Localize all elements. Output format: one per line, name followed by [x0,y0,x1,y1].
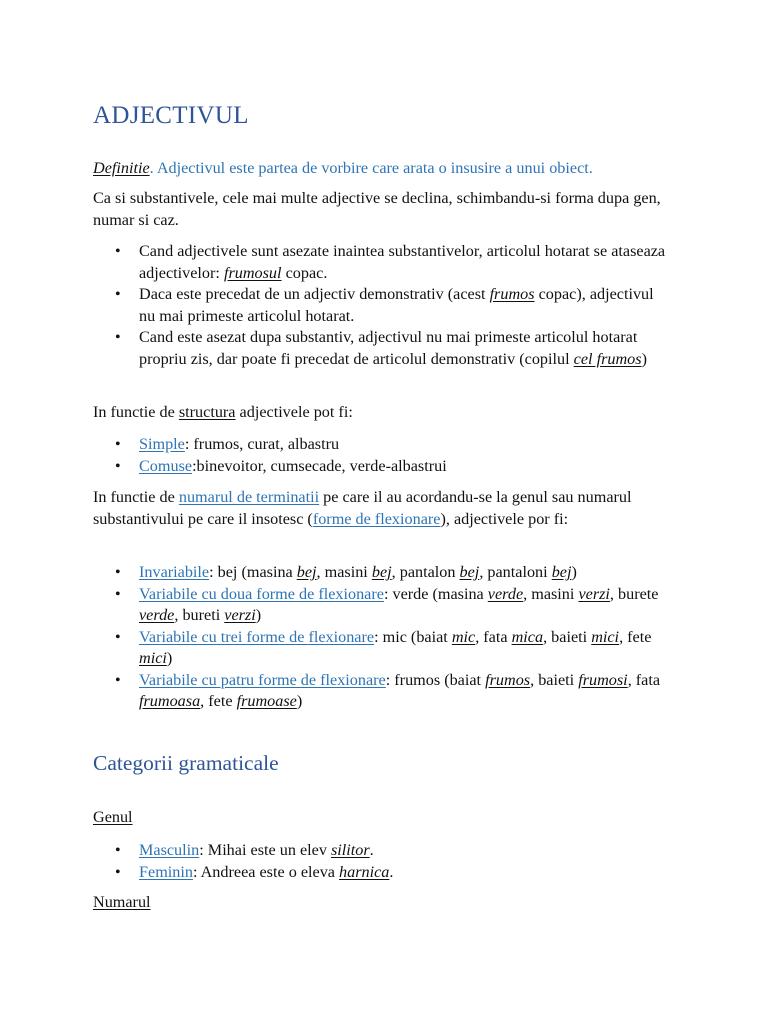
structure-paragraph: In functie de structura adjectivele pot fi: [93,403,353,421]
definition-label: Definitie [93,159,150,177]
genul-list [93,840,673,883]
link-feminin[interactable]: Feminin [139,862,193,881]
list-item: • Cand adjectivele sunt asezate inaintea substantivelor, articolul hotarat se ataseaza adjectivelor: frumosul copac. [93,241,673,284]
numarul-label: Numarul [93,893,151,911]
list-item: • Variabile cu doua forme de flexionare: verde (masina verde, masini verzi, burete verde, bureti verzi) [93,584,673,627]
link-comuse[interactable]: Comuse [139,456,193,475]
genul-label: Genul [93,808,133,826]
link-numarul-de-terminatii[interactable]: numarul de terminatii [178,488,320,506]
page-title: ADJECTIVUL [93,102,249,129]
link-simple[interactable]: Simple [139,435,185,453]
list-item: • Simple: frumos, curat, albastru [93,434,673,456]
link-masculin[interactable]: Masculin [139,841,200,859]
list-item: • Invariabile: bej (masina bej, masini bej, pantalon bej, pantaloni bej) [93,562,673,584]
list-item: • Variabile cu patru forme de flexionare: frumos (baiat frumos, baieti frumosi, fata frumoasa, fete frumoase) [93,670,673,713]
list-item: • Feminin: Andreea este o eleva harnica. [93,862,673,884]
definition-paragraph [93,158,673,180]
link-variabile-trei-forme[interactable]: Variabile cu trei forme de flexionare [139,627,375,646]
structure-list [93,434,673,477]
terminations-paragraph: In functie de numarul de terminatii pe care il au acordandu-se la genul sau numarul substantivului pe care il insotesc (forme de flexionare), adjectivele por fi: [93,488,632,528]
list-item: • Masculin: Mihai este un elev silitor. [93,840,673,862]
list-item: • Comuse:binevoitor, cumsecade, verde-albastrui [93,456,673,478]
list-item: • Cand este asezat dupa substantiv, adjectivul nu mai primeste articolul hotarat propriu zis, dar poate fi precedat de articolul demonstrativ (copilul cel frumos) [93,327,673,370]
terminations-list [93,562,673,713]
rules-list [93,241,673,370]
link-forme-de-flexionare[interactable]: forme de flexionare [312,509,441,528]
link-variabile-patru-forme[interactable]: Variabile cu patru forme de flexionare [139,670,386,689]
definition-text: . Adjectivul este partea de vorbire care arata o insusire a unui obiect. [149,159,593,177]
section-heading-categorii: Categorii gramaticale [93,751,279,775]
intro-paragraph: Ca si substantivele, cele mai multe adjective se declina, schimbandu-si forma dupa gen, numar si caz. [93,189,661,229]
link-variabile-doua-forme[interactable]: Variabile cu doua forme de flexionare [139,584,384,603]
list-item: • Variabile cu trei forme de flexionare: mic (baiat mic, fata mica, baieti mici, fete mici) [93,627,673,670]
link-invariabile[interactable]: Invariabile [139,563,210,581]
structure-term: structura [178,403,236,421]
list-item: • Daca este precedat de un adjectiv demonstrativ (acest frumos copac), adjectivul nu mai primeste articolul hotarat. [93,284,673,327]
